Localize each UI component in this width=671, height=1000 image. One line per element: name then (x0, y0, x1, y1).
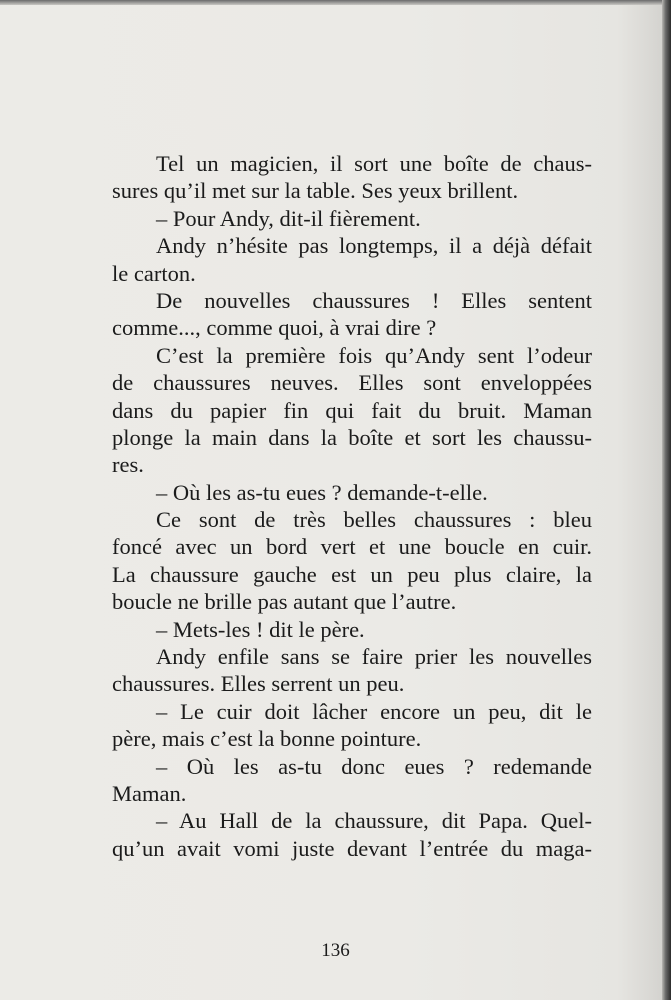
text-line: foncé avec un bord vert et une boucle en cuir. (112, 534, 592, 560)
text-line: Maman. (112, 780, 187, 806)
text-line: – Le cuir doit lâcher encore un peu, dit le (156, 698, 592, 724)
page-spine-edge (662, 0, 671, 1000)
text-line: de chaussures neuves. Elles sont enveloppées (112, 370, 592, 396)
body-text (112, 150, 592, 862)
text-line: – Au Hall de la chaussure, dit Papa. Quel- (156, 808, 592, 834)
text-line: res. (112, 452, 144, 478)
text-line: Ce sont de très belles chaussures : bleu (156, 507, 592, 533)
text-line: – Mets-les ! dit le père. (156, 616, 365, 642)
text-line: – Où les as-tu donc eues ? redemande (156, 753, 592, 779)
text-line: boucle ne brille pas autant que l’autre. (112, 589, 457, 615)
text-line: qu’un avait vomi juste devant l’entrée du maga- (112, 835, 592, 861)
text-line: – Où les as-tu eues ? demande-t-elle. (156, 479, 488, 505)
text-line: père, mais c’est la bonne pointure. (112, 726, 422, 752)
text-line: plonge la main dans la boîte et sort les chaussu- (112, 424, 592, 450)
text-line: sures qu’il met sur la table. Ses yeux brillent. (112, 178, 519, 204)
page-number: 136 (321, 940, 350, 961)
text-line: dans du papier fin qui fait du bruit. Maman (112, 397, 592, 423)
text-line: La chaussure gauche est un peu plus claire, la (112, 561, 592, 587)
page-top-edge (0, 0, 671, 5)
text-line: comme..., comme quoi, à vrai dire ? (112, 315, 437, 341)
text-line: – Pour Andy, dit-il fièrement. (156, 205, 421, 231)
text-line: le carton. (112, 260, 196, 286)
text-line: Andy n’hésite pas longtemps, il a déjà défait (156, 233, 592, 259)
text-line: Andy enfile sans se faire prier les nouvelles (156, 644, 592, 670)
text-line: Tel un magicien, il sort une boîte de chaus- (156, 151, 592, 176)
text-line: De nouvelles chaussures ! Elles sentent (156, 287, 592, 313)
text-line: chaussures. Elles serrent un peu. (112, 671, 405, 697)
text-line: C’est la première fois qu’Andy sent l’odeur (156, 342, 592, 368)
